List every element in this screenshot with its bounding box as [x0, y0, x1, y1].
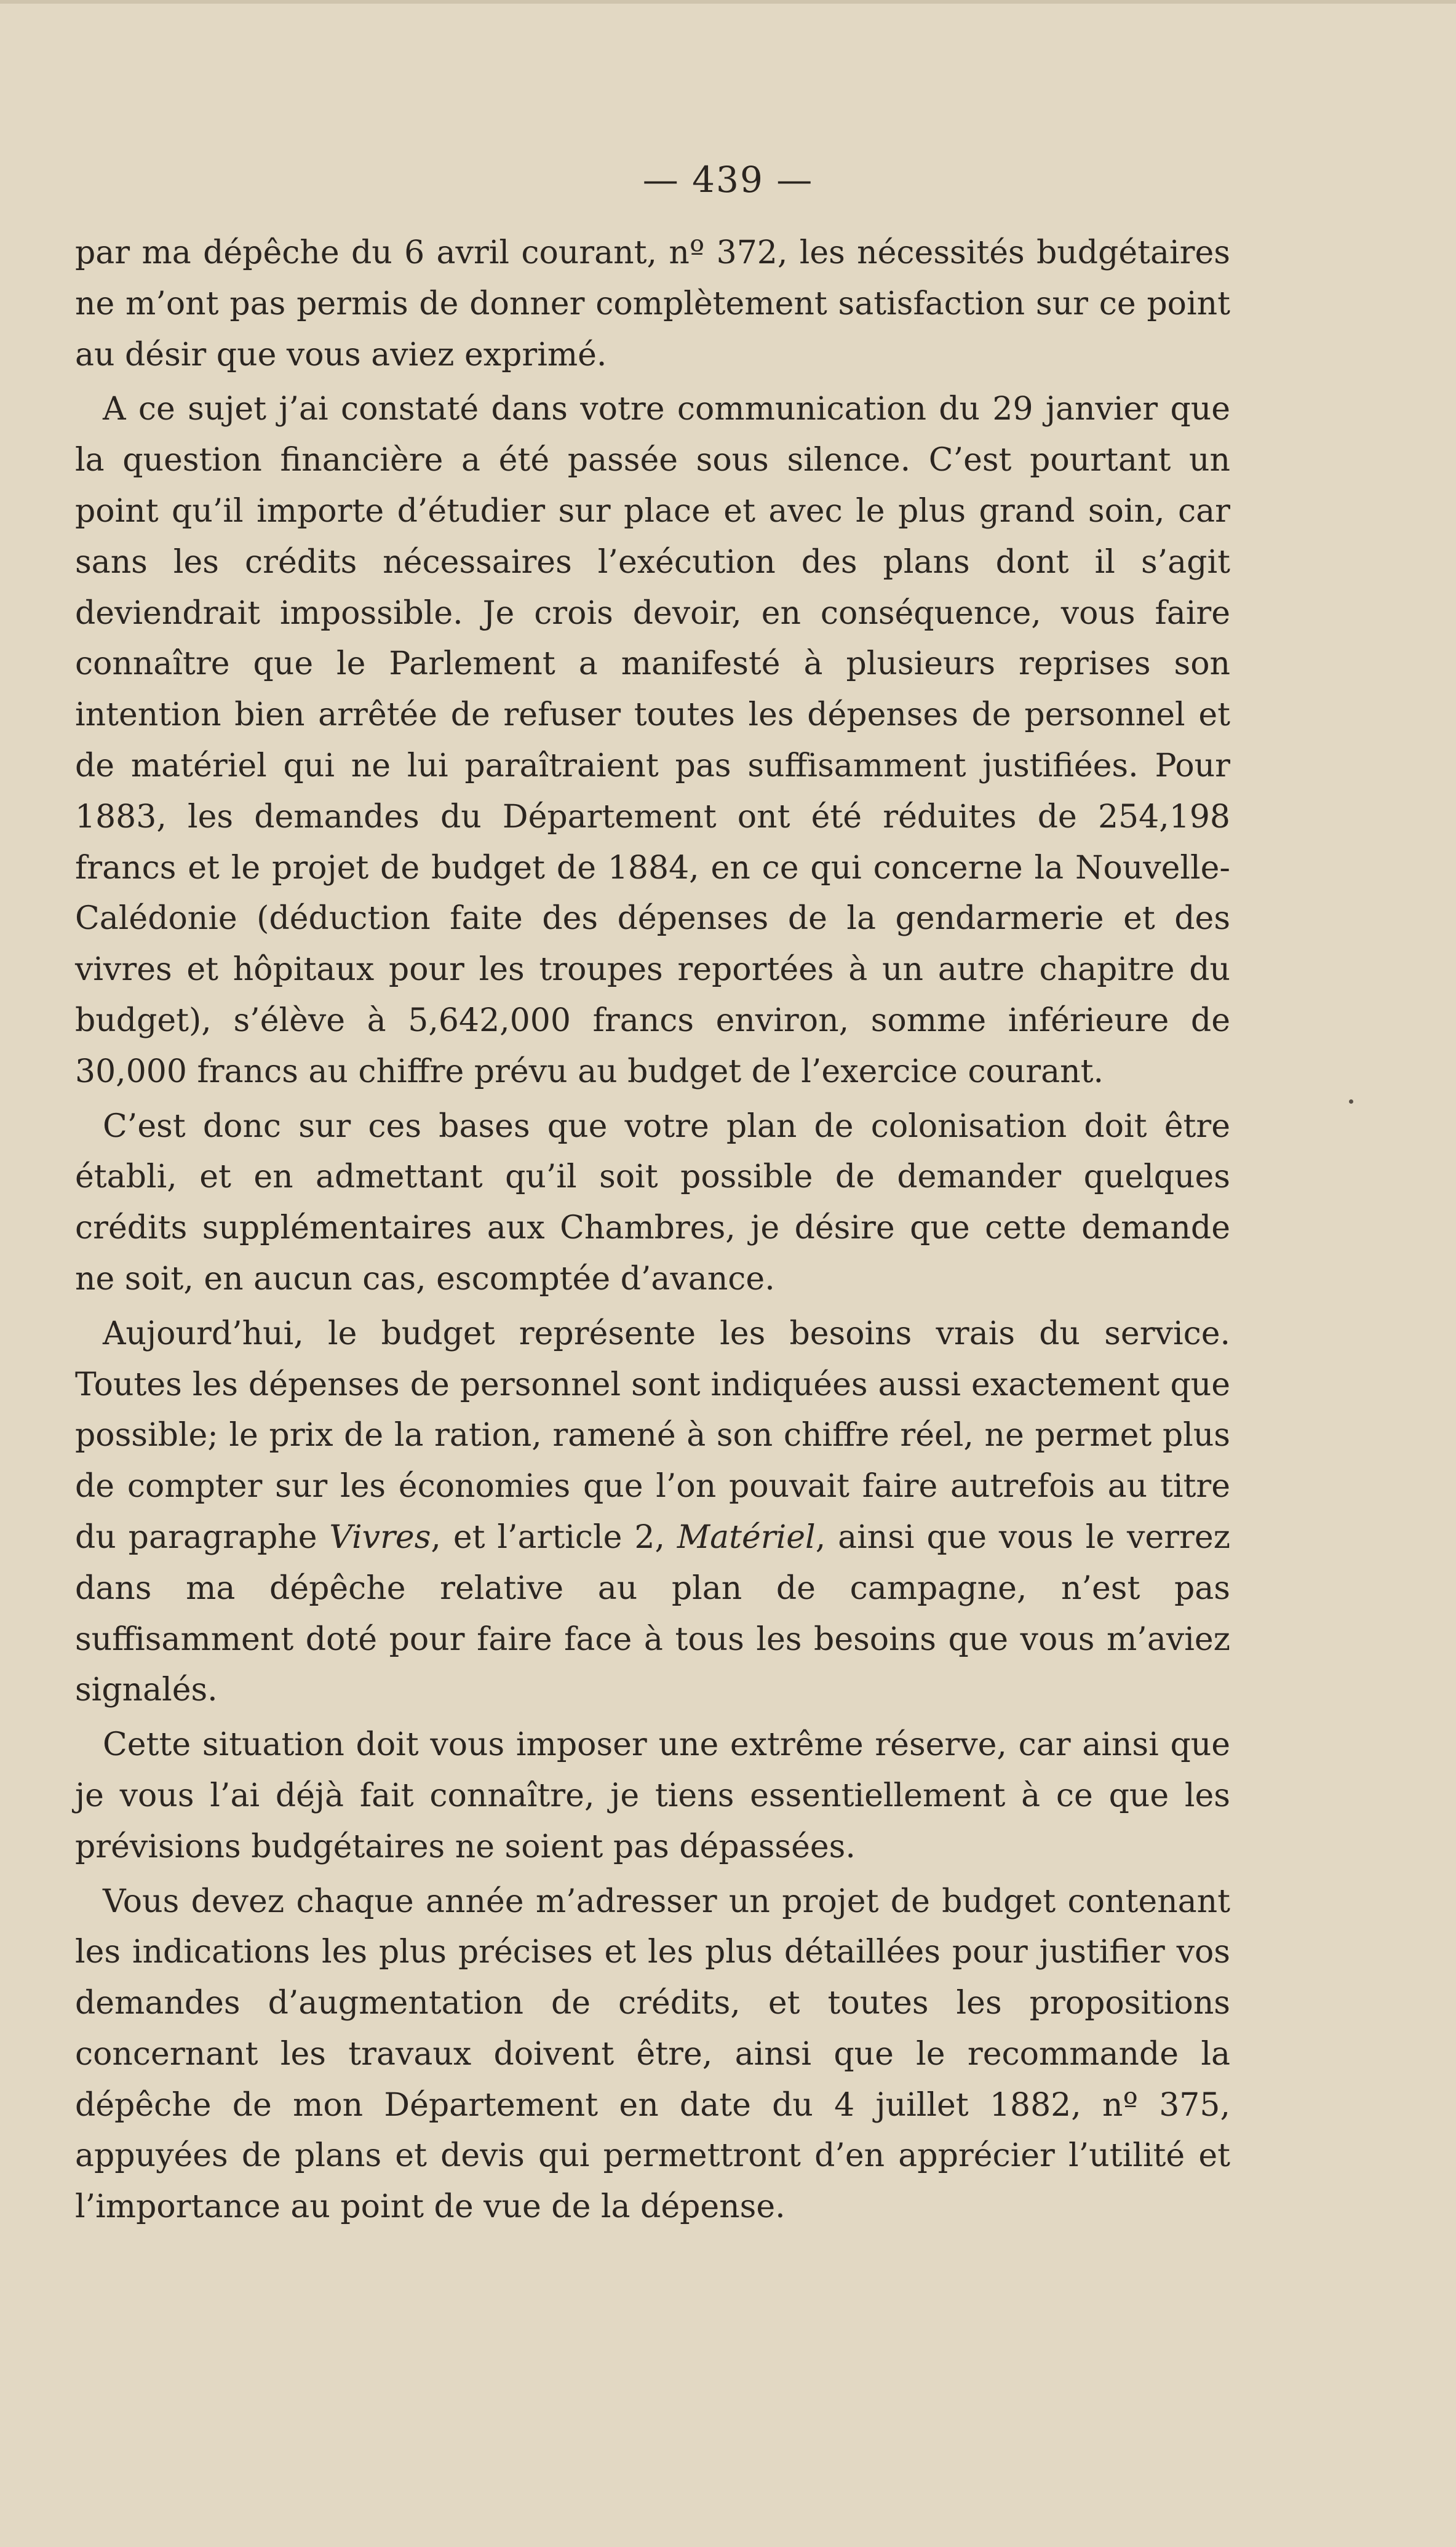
paragraph-5: Cette situation doit vous imposer une extrême réserve, car ainsi que je vous l’ai déjà fait connaître, je tiens essentiellement à ce que les prévisions budgétaires ne soient pas dépassées.: [75, 1726, 1230, 1865]
page-number: — 439 —: [642, 159, 814, 201]
paragraph-6: Vous devez chaque année m’adresser un projet de budget contenant les indications les plus précises et les plus détaillées pour justifier vos demandes d’augmentation de crédits, et toutes les propositions concernant les travaux doivent être, ainsi que le recommande la dépêche de mon Département en date du 4 juillet 1882, nº 375, appuyées de plans et devis qui permettront d’en apprécier l’utilité et l’importance au point de vue de la dépense.: [75, 1883, 1230, 2226]
paragraph-4-text-c: , ainsi que vous le verrez dans ma dépêche relative au plan de campagne, n’est pas suffisamment doté pour faire face à tous les besoins que vous m’aviez signalés.: [75, 1518, 1230, 1709]
paragraph-2: A ce sujet j’ai constaté dans votre communication du 29 janvier que la question financière a été passée sous silence. C’est pourtant un point qu’il importe d’étudier sur place et avec le plus grand soin, car sans les crédits nécessaires l’exécution des plans dont il s’agit deviendrait impossible. Je crois devoir, en conséquence, vous faire connaître que le Parlement a manifesté à plusieurs reprises son intention bien arrêtée de refuser toutes les dépenses de personnel et de matériel qui ne lui paraîtraient pas suffisamment justifiées. Pour 1883, les demandes du Département ont été réduites de 254,198 francs et le projet de budget de 1884, en ce qui concerne la Nouvelle-Calédonie (déduction faite des dépenses de la gendarmerie et des vivres et hôpitaux pour les troupes reportées à un autre chapitre du budget), s’élève à 5,642,000 francs environ, somme inférieure de 30,000 francs au chiffre prévu au budget de l’exercice courant.: [75, 391, 1230, 1090]
italic-materiel: Matériel: [677, 1518, 816, 1556]
paper-speck: [1349, 1099, 1353, 1104]
body-text: [75, 228, 1230, 2233]
paragraph-1: par ma dépêche du 6 avril courant, nº 372, les nécessités budgétaires ne m’ont pas permis de donner complètement satisfaction sur ce point au désir que vous aviez exprimé.: [75, 234, 1230, 373]
page-top-edge: [0, 0, 1456, 4]
italic-vivres: Vivres: [329, 1518, 431, 1556]
paragraph-3: C’est donc sur ces bases que votre plan de colonisation doit être établi, et en admettant qu’il soit possible de demander quelques crédits supplémentaires aux Chambres, je désire que cette demande ne soit, en aucun cas, escomptée d’avance.: [75, 1107, 1230, 1297]
paragraph-4-text-b: , et l’article 2,: [431, 1518, 677, 1556]
paragraph-4-text-a: Aujourd’hui, le budget représente les besoins vrais du service. Toutes les dépenses de personnel sont indiquées aussi exactement que possible; le prix de la ration, ramené à son chiffre réel, ne permet plus de compter sur les économies que l’on pouvait faire autrefois au titre du paragraphe: [75, 1315, 1230, 1556]
paragraph-4: [75, 1309, 1230, 1716]
